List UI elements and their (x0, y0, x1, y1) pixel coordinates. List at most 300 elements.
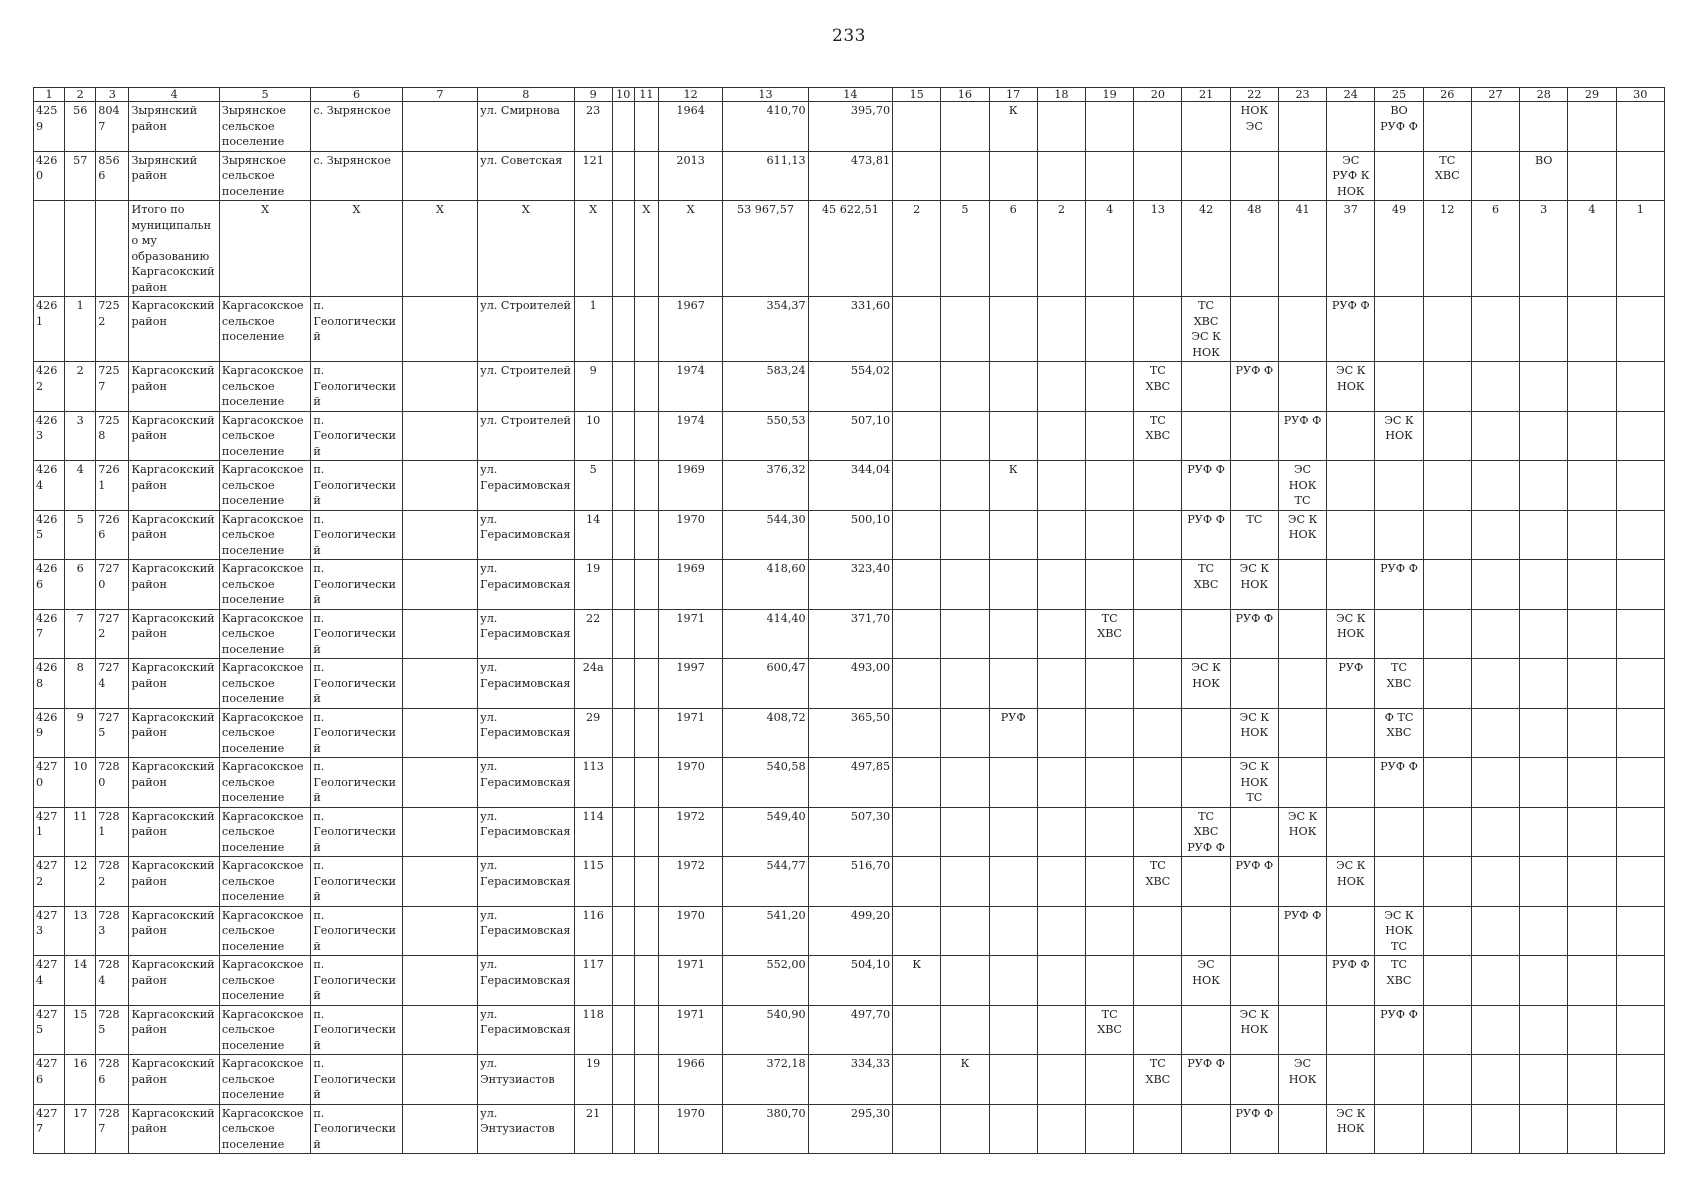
cell-col-18: 2 (1037, 201, 1085, 297)
cell-col-15 (893, 1005, 941, 1055)
cell-col-28 (1520, 609, 1568, 659)
cell-col-11 (634, 807, 658, 857)
column-number-4: 4 (129, 88, 219, 102)
cell-col-26 (1423, 362, 1471, 412)
cell-col-28 (1520, 461, 1568, 511)
cell-col-3: 7283 (96, 906, 129, 956)
cell-col-24: РУФ Ф (1327, 956, 1375, 1006)
cell-col-8: ул. Герасимовская (478, 659, 574, 709)
cell-col-23 (1278, 659, 1326, 709)
cell-col-17 (989, 362, 1037, 412)
cell-col-11 (634, 708, 658, 758)
cell-col-12: 1974 (658, 362, 722, 412)
cell-col-7 (402, 510, 477, 560)
table-row (34, 297, 1665, 362)
cell-col-13: 600,47 (723, 659, 808, 709)
cell-col-20 (1134, 297, 1182, 362)
cell-col-14: 516,70 (808, 857, 892, 907)
cell-col-27 (1471, 1055, 1519, 1105)
cell-col-29 (1568, 411, 1616, 461)
cell-col-18 (1037, 807, 1085, 857)
cell-col-19 (1086, 297, 1134, 362)
cell-col-9: 24а (574, 659, 612, 709)
cell-col-1: 4265 (34, 510, 65, 560)
table-row (34, 560, 1665, 610)
cell-col-6: п. Геологический (311, 411, 402, 461)
cell-col-17 (989, 659, 1037, 709)
cell-col-10 (612, 102, 634, 152)
cell-col-26 (1423, 1055, 1471, 1105)
cell-col-15 (893, 659, 941, 709)
cell-col-26 (1423, 857, 1471, 907)
cell-col-4: Каргасокский район (129, 1005, 219, 1055)
cell-col-18 (1037, 151, 1085, 201)
cell-col-22 (1230, 807, 1278, 857)
cell-col-30 (1616, 659, 1664, 709)
cell-col-8: ул. Герасимовская (478, 510, 574, 560)
cell-col-2: 6 (65, 560, 96, 610)
cell-col-22: ЭС К НОК (1230, 560, 1278, 610)
cell-col-6: п. Геологический (311, 1055, 402, 1105)
cell-col-18 (1037, 411, 1085, 461)
cell-col-29 (1568, 807, 1616, 857)
cell-col-26 (1423, 461, 1471, 511)
cell-col-28 (1520, 411, 1568, 461)
cell-col-29 (1568, 1104, 1616, 1154)
cell-col-16 (941, 362, 989, 412)
cell-col-5: Каргасокское сельское поселение (219, 461, 310, 511)
cell-col-27 (1471, 411, 1519, 461)
cell-col-25: ЭС К НОК (1375, 411, 1423, 461)
cell-col-13: 414,40 (723, 609, 808, 659)
cell-col-24 (1327, 807, 1375, 857)
cell-col-5: Каргасокское сельское поселение (219, 1055, 310, 1105)
cell-col-24 (1327, 510, 1375, 560)
cell-col-28 (1520, 1055, 1568, 1105)
cell-col-21: РУФ Ф (1182, 1055, 1230, 1105)
cell-col-4: Зырянский район (129, 102, 219, 152)
cell-col-14: 473,81 (808, 151, 892, 201)
cell-col-16 (941, 956, 989, 1006)
cell-col-12: 1970 (658, 906, 722, 956)
cell-col-14: 497,70 (808, 1005, 892, 1055)
cell-col-6: Х (311, 201, 402, 297)
table-body (34, 102, 1665, 1154)
cell-col-9: Х (574, 201, 612, 297)
cell-col-4: Каргасокский район (129, 857, 219, 907)
cell-col-9: 10 (574, 411, 612, 461)
cell-col-7: Х (402, 201, 477, 297)
cell-col-12: 1969 (658, 560, 722, 610)
cell-col-13: 354,37 (723, 297, 808, 362)
cell-col-28 (1520, 906, 1568, 956)
cell-col-4: Итого по муниципально му образованию Каргасокский район (129, 201, 219, 297)
cell-col-6: с. Зырянское (311, 151, 402, 201)
cell-col-10 (612, 1104, 634, 1154)
cell-col-25 (1375, 151, 1423, 201)
table-row (34, 659, 1665, 709)
cell-col-28 (1520, 807, 1568, 857)
cell-col-14: 371,70 (808, 609, 892, 659)
cell-col-21 (1182, 362, 1230, 412)
cell-col-10 (612, 411, 634, 461)
cell-col-7 (402, 560, 477, 610)
cell-col-8: ул. Смирнова (478, 102, 574, 152)
cell-col-16: К (941, 1055, 989, 1105)
cell-col-17 (989, 297, 1037, 362)
cell-col-9: 19 (574, 560, 612, 610)
cell-col-20: ТС ХВС (1134, 1055, 1182, 1105)
cell-col-12: Х (658, 201, 722, 297)
cell-col-22: ЭС К НОК (1230, 708, 1278, 758)
cell-col-1: 4273 (34, 906, 65, 956)
cell-col-7 (402, 461, 477, 511)
cell-col-8: ул. Герасимовская (478, 708, 574, 758)
cell-col-29 (1568, 758, 1616, 808)
cell-col-19 (1086, 807, 1134, 857)
cell-col-8: ул. Энтузиастов (478, 1055, 574, 1105)
cell-col-2: 10 (65, 758, 96, 808)
cell-col-23 (1278, 102, 1326, 152)
cell-col-13: 540,58 (723, 758, 808, 808)
cell-col-28 (1520, 560, 1568, 610)
cell-col-23: 41 (1278, 201, 1326, 297)
cell-col-21: ТС ХВС РУФ Ф (1182, 807, 1230, 857)
cell-col-27 (1471, 956, 1519, 1006)
cell-col-22: РУФ Ф (1230, 362, 1278, 412)
cell-col-27 (1471, 708, 1519, 758)
cell-col-13: 541,20 (723, 906, 808, 956)
cell-col-5: Каргасокское сельское поселение (219, 1104, 310, 1154)
cell-col-21 (1182, 151, 1230, 201)
table-row (34, 807, 1665, 857)
cell-col-5: Х (219, 201, 310, 297)
cell-col-27 (1471, 609, 1519, 659)
cell-col-3 (96, 201, 129, 297)
cell-col-27 (1471, 807, 1519, 857)
cell-col-30 (1616, 151, 1664, 201)
cell-col-2: 1 (65, 297, 96, 362)
cell-col-3: 7270 (96, 560, 129, 610)
cell-col-12: 1971 (658, 1005, 722, 1055)
cell-col-2: 16 (65, 1055, 96, 1105)
table-header (34, 88, 1665, 102)
cell-col-15 (893, 297, 941, 362)
cell-col-12: 1970 (658, 1104, 722, 1154)
cell-col-11 (634, 1055, 658, 1105)
cell-col-8: ул. Энтузиастов (478, 1104, 574, 1154)
cell-col-20 (1134, 609, 1182, 659)
cell-col-24: ЭС К НОК (1327, 1104, 1375, 1154)
cell-col-30 (1616, 411, 1664, 461)
cell-col-9: 1 (574, 297, 612, 362)
cell-col-4: Зырянский район (129, 151, 219, 201)
cell-col-11 (634, 461, 658, 511)
cell-col-10 (612, 758, 634, 808)
cell-col-10 (612, 461, 634, 511)
cell-col-27 (1471, 906, 1519, 956)
cell-col-26 (1423, 102, 1471, 152)
cell-col-3: 7280 (96, 758, 129, 808)
cell-col-30 (1616, 857, 1664, 907)
cell-col-20 (1134, 659, 1182, 709)
cell-col-8: ул. Герасимовская (478, 906, 574, 956)
cell-col-1: 4272 (34, 857, 65, 907)
column-number-28: 28 (1520, 88, 1568, 102)
cell-col-1: 4269 (34, 708, 65, 758)
cell-col-27 (1471, 758, 1519, 808)
cell-col-12: 2013 (658, 151, 722, 201)
cell-col-18 (1037, 560, 1085, 610)
cell-col-30 (1616, 758, 1664, 808)
cell-col-22 (1230, 906, 1278, 956)
cell-col-3: 7266 (96, 510, 129, 560)
cell-col-22: РУФ Ф (1230, 857, 1278, 907)
cell-col-11 (634, 560, 658, 610)
cell-col-19 (1086, 411, 1134, 461)
cell-col-15 (893, 857, 941, 907)
cell-col-20 (1134, 1104, 1182, 1154)
cell-col-25: РУФ Ф (1375, 560, 1423, 610)
cell-col-30 (1616, 510, 1664, 560)
cell-col-28 (1520, 857, 1568, 907)
cell-col-1: 4261 (34, 297, 65, 362)
cell-col-21 (1182, 857, 1230, 907)
cell-col-16: 5 (941, 201, 989, 297)
cell-col-3: 7284 (96, 956, 129, 1006)
cell-col-17 (989, 857, 1037, 907)
cell-col-10 (612, 609, 634, 659)
cell-col-9: 29 (574, 708, 612, 758)
cell-col-12: 1970 (658, 758, 722, 808)
cell-col-26: ТС ХВС (1423, 151, 1471, 201)
cell-col-22 (1230, 297, 1278, 362)
cell-col-29 (1568, 1055, 1616, 1105)
cell-col-2: 9 (65, 708, 96, 758)
cell-col-9: 22 (574, 609, 612, 659)
cell-col-7 (402, 151, 477, 201)
cell-col-15 (893, 906, 941, 956)
cell-col-17 (989, 956, 1037, 1006)
cell-col-25: ТС ХВС (1375, 956, 1423, 1006)
cell-col-28 (1520, 362, 1568, 412)
cell-col-29 (1568, 151, 1616, 201)
cell-col-23 (1278, 560, 1326, 610)
cell-col-7 (402, 906, 477, 956)
cell-col-14: 365,50 (808, 708, 892, 758)
cell-col-26: 12 (1423, 201, 1471, 297)
cell-col-18 (1037, 102, 1085, 152)
cell-col-2: 4 (65, 461, 96, 511)
cell-col-2: 14 (65, 956, 96, 1006)
cell-col-20 (1134, 461, 1182, 511)
cell-col-1: 4262 (34, 362, 65, 412)
cell-col-13: 540,90 (723, 1005, 808, 1055)
cell-col-30 (1616, 461, 1664, 511)
cell-col-4: Каргасокский район (129, 560, 219, 610)
cell-col-17: К (989, 102, 1037, 152)
cell-col-3: 7261 (96, 461, 129, 511)
cell-col-6: п. Геологический (311, 1104, 402, 1154)
cell-col-18 (1037, 708, 1085, 758)
cell-col-16 (941, 1005, 989, 1055)
cell-col-29 (1568, 461, 1616, 511)
cell-col-22: ЭС К НОК (1230, 1005, 1278, 1055)
column-number-1: 1 (34, 88, 65, 102)
cell-col-19 (1086, 1055, 1134, 1105)
cell-col-16 (941, 151, 989, 201)
cell-col-13: 408,72 (723, 708, 808, 758)
cell-col-3: 7282 (96, 857, 129, 907)
cell-col-21 (1182, 906, 1230, 956)
cell-col-7 (402, 807, 477, 857)
cell-col-25 (1375, 362, 1423, 412)
cell-col-6: п. Геологический (311, 1005, 402, 1055)
cell-col-12: 1972 (658, 807, 722, 857)
cell-col-21 (1182, 1104, 1230, 1154)
cell-col-28 (1520, 297, 1568, 362)
cell-col-15 (893, 362, 941, 412)
cell-col-16 (941, 461, 989, 511)
cell-col-23 (1278, 758, 1326, 808)
column-number-10: 10 (612, 88, 634, 102)
cell-col-16 (941, 560, 989, 610)
cell-col-30 (1616, 1055, 1664, 1105)
cell-col-11 (634, 102, 658, 152)
cell-col-10 (612, 807, 634, 857)
cell-col-29 (1568, 1005, 1616, 1055)
cell-col-11 (634, 510, 658, 560)
cell-col-22 (1230, 411, 1278, 461)
cell-col-15 (893, 708, 941, 758)
cell-col-22: ТС (1230, 510, 1278, 560)
cell-col-17 (989, 151, 1037, 201)
cell-col-24: ЭС РУФ К НОК (1327, 151, 1375, 201)
cell-col-28 (1520, 708, 1568, 758)
cell-col-5: Каргасокское сельское поселение (219, 1005, 310, 1055)
cell-col-27 (1471, 297, 1519, 362)
cell-col-21 (1182, 758, 1230, 808)
cell-col-21 (1182, 102, 1230, 152)
cell-col-4: Каргасокский район (129, 758, 219, 808)
cell-col-3: 8047 (96, 102, 129, 152)
column-number-17: 17 (989, 88, 1037, 102)
cell-col-6: п. Геологический (311, 956, 402, 1006)
cell-col-14: 554,02 (808, 362, 892, 412)
cell-col-23 (1278, 297, 1326, 362)
cell-col-13: 372,18 (723, 1055, 808, 1105)
cell-col-27 (1471, 560, 1519, 610)
cell-col-11 (634, 609, 658, 659)
cell-col-9: 117 (574, 956, 612, 1006)
cell-col-30 (1616, 956, 1664, 1006)
cell-col-14: 45 622,51 (808, 201, 892, 297)
cell-col-8: ул. Строителей (478, 411, 574, 461)
cell-col-20 (1134, 102, 1182, 152)
column-number-6: 6 (311, 88, 402, 102)
column-number-24: 24 (1327, 88, 1375, 102)
cell-col-5: Каргасокское сельское поселение (219, 956, 310, 1006)
table-row (34, 758, 1665, 808)
cell-col-28 (1520, 1104, 1568, 1154)
cell-col-19: ТС ХВС (1086, 1005, 1134, 1055)
cell-col-15 (893, 1104, 941, 1154)
cell-col-19: 4 (1086, 201, 1134, 297)
cell-col-29 (1568, 510, 1616, 560)
cell-col-30 (1616, 297, 1664, 362)
cell-col-10 (612, 510, 634, 560)
cell-col-24 (1327, 1005, 1375, 1055)
cell-col-13: 380,70 (723, 1104, 808, 1154)
cell-col-19 (1086, 151, 1134, 201)
cell-col-2: 7 (65, 609, 96, 659)
cell-col-16 (941, 102, 989, 152)
cell-col-16 (941, 906, 989, 956)
cell-col-13: 583,24 (723, 362, 808, 412)
cell-col-17 (989, 906, 1037, 956)
cell-col-10 (612, 297, 634, 362)
cell-col-9: 5 (574, 461, 612, 511)
cell-col-23 (1278, 1104, 1326, 1154)
cell-col-11 (634, 1104, 658, 1154)
cell-col-7 (402, 659, 477, 709)
cell-col-16 (941, 510, 989, 560)
cell-col-22 (1230, 659, 1278, 709)
cell-col-19 (1086, 461, 1134, 511)
cell-col-10 (612, 1005, 634, 1055)
register-table (33, 87, 1665, 1154)
cell-col-2: 2 (65, 362, 96, 412)
cell-col-30 (1616, 906, 1664, 956)
column-number-29: 29 (1568, 88, 1616, 102)
cell-col-18 (1037, 510, 1085, 560)
cell-col-24: 37 (1327, 201, 1375, 297)
cell-col-26 (1423, 708, 1471, 758)
cell-col-5: Каргасокское сельское поселение (219, 297, 310, 362)
cell-col-30 (1616, 807, 1664, 857)
cell-col-28 (1520, 956, 1568, 1006)
cell-col-9: 23 (574, 102, 612, 152)
cell-col-12: 1971 (658, 708, 722, 758)
cell-col-8: ул. Советская (478, 151, 574, 201)
cell-col-20: ТС ХВС (1134, 411, 1182, 461)
cell-col-15: 2 (893, 201, 941, 297)
cell-col-25 (1375, 1104, 1423, 1154)
table-row (34, 609, 1665, 659)
cell-col-1: 4264 (34, 461, 65, 511)
cell-col-28 (1520, 102, 1568, 152)
cell-col-21 (1182, 708, 1230, 758)
column-number-14: 14 (808, 88, 892, 102)
cell-col-9: 14 (574, 510, 612, 560)
cell-col-24 (1327, 1055, 1375, 1105)
cell-col-21: РУФ Ф (1182, 461, 1230, 511)
cell-col-17 (989, 758, 1037, 808)
cell-col-13: 544,30 (723, 510, 808, 560)
cell-col-10 (612, 659, 634, 709)
cell-col-5: Каргасокское сельское поселение (219, 807, 310, 857)
cell-col-14: 499,20 (808, 906, 892, 956)
cell-col-5: Зырянское сельское поселение (219, 151, 310, 201)
cell-col-22: РУФ Ф (1230, 609, 1278, 659)
cell-col-24 (1327, 411, 1375, 461)
cell-col-24 (1327, 560, 1375, 610)
cell-col-11 (634, 659, 658, 709)
cell-col-12: 1969 (658, 461, 722, 511)
cell-col-3: 7252 (96, 297, 129, 362)
cell-col-26 (1423, 1005, 1471, 1055)
table-row (34, 510, 1665, 560)
